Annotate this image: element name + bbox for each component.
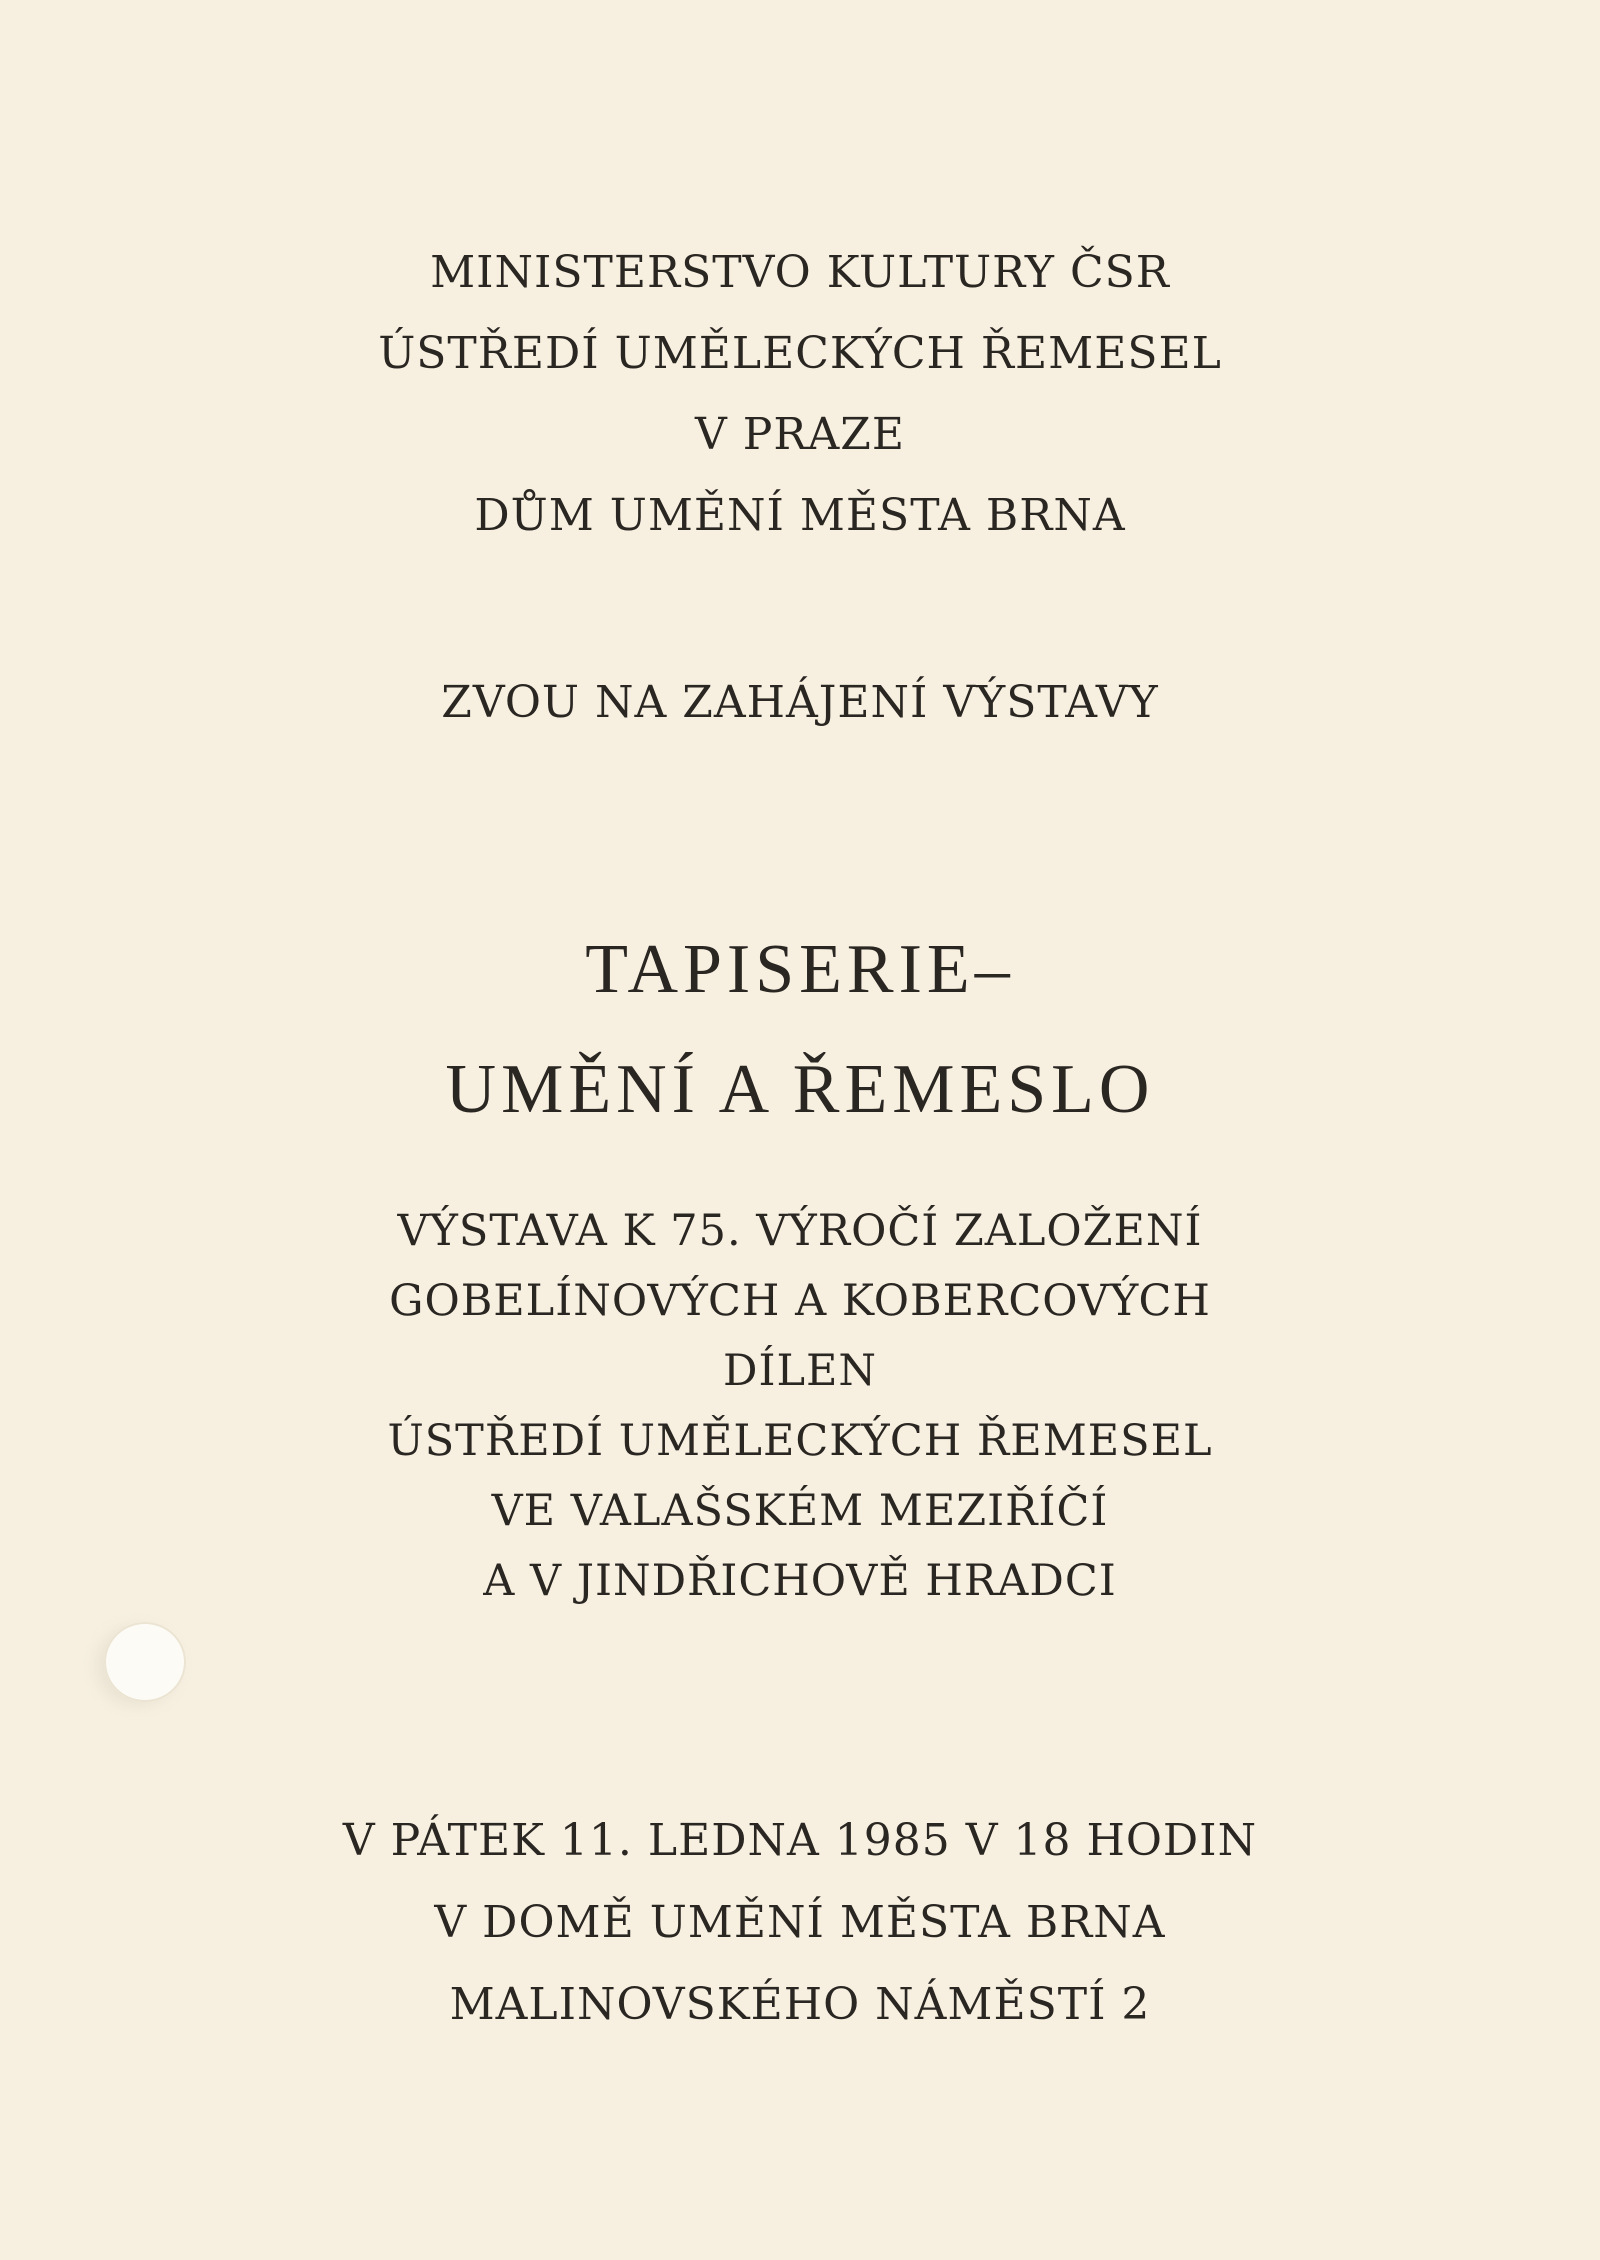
event-date-time: V PÁTEK 11. LEDNA 1985 V 18 HODIN [342, 1815, 1258, 1866]
title-line: UMĚNÍ A ŘEMESLO [445, 1051, 1155, 1128]
subtitle-line: ÚSTŘEDÍ UMĚLECKÝCH ŘEMESEL [387, 1416, 1213, 1466]
subtitle-line: GOBELÍNOVÝCH A KOBERCOVÝCH [389, 1276, 1211, 1326]
title-line: TAPISERIE– [585, 931, 1015, 1008]
punch-hole [104, 1622, 186, 1702]
organizer-line: MINISTERSTVO KULTURY ČSR [430, 247, 1170, 298]
organizers-block [0, 232, 1600, 556]
subtitle-line: VE VALAŠSKÉM MEZIŘÍČÍ [491, 1486, 1109, 1536]
event-address: MALINOVSKÉHO NÁMĚSTÍ 2 [449, 1979, 1151, 2030]
organizer-line: DŮM UMĚNÍ MĚSTA BRNA [474, 490, 1126, 541]
invitation-block [0, 668, 1600, 738]
subtitle-line: A V JINDŘICHOVĚ HRADCI [483, 1556, 1117, 1606]
invitation-text: ZVOU NA ZAHÁJENÍ VÝSTAVY [441, 677, 1159, 728]
event-venue: V DOMĚ UMĚNÍ MĚSTA BRNA [434, 1897, 1166, 1948]
subtitle-line: VÝSTAVA K 75. VÝROČÍ ZALOŽENÍ [397, 1206, 1203, 1256]
organizer-line: V PRAZE [695, 409, 905, 460]
subtitle-line: DÍLEN [722, 1346, 878, 1396]
organizer-line: ÚSTŘEDÍ UMĚLECKÝCH ŘEMESEL [378, 328, 1222, 379]
event-details [0, 1800, 1600, 2046]
exhibition-subtitle [0, 1196, 1600, 1616]
exhibition-title [0, 910, 1600, 1150]
